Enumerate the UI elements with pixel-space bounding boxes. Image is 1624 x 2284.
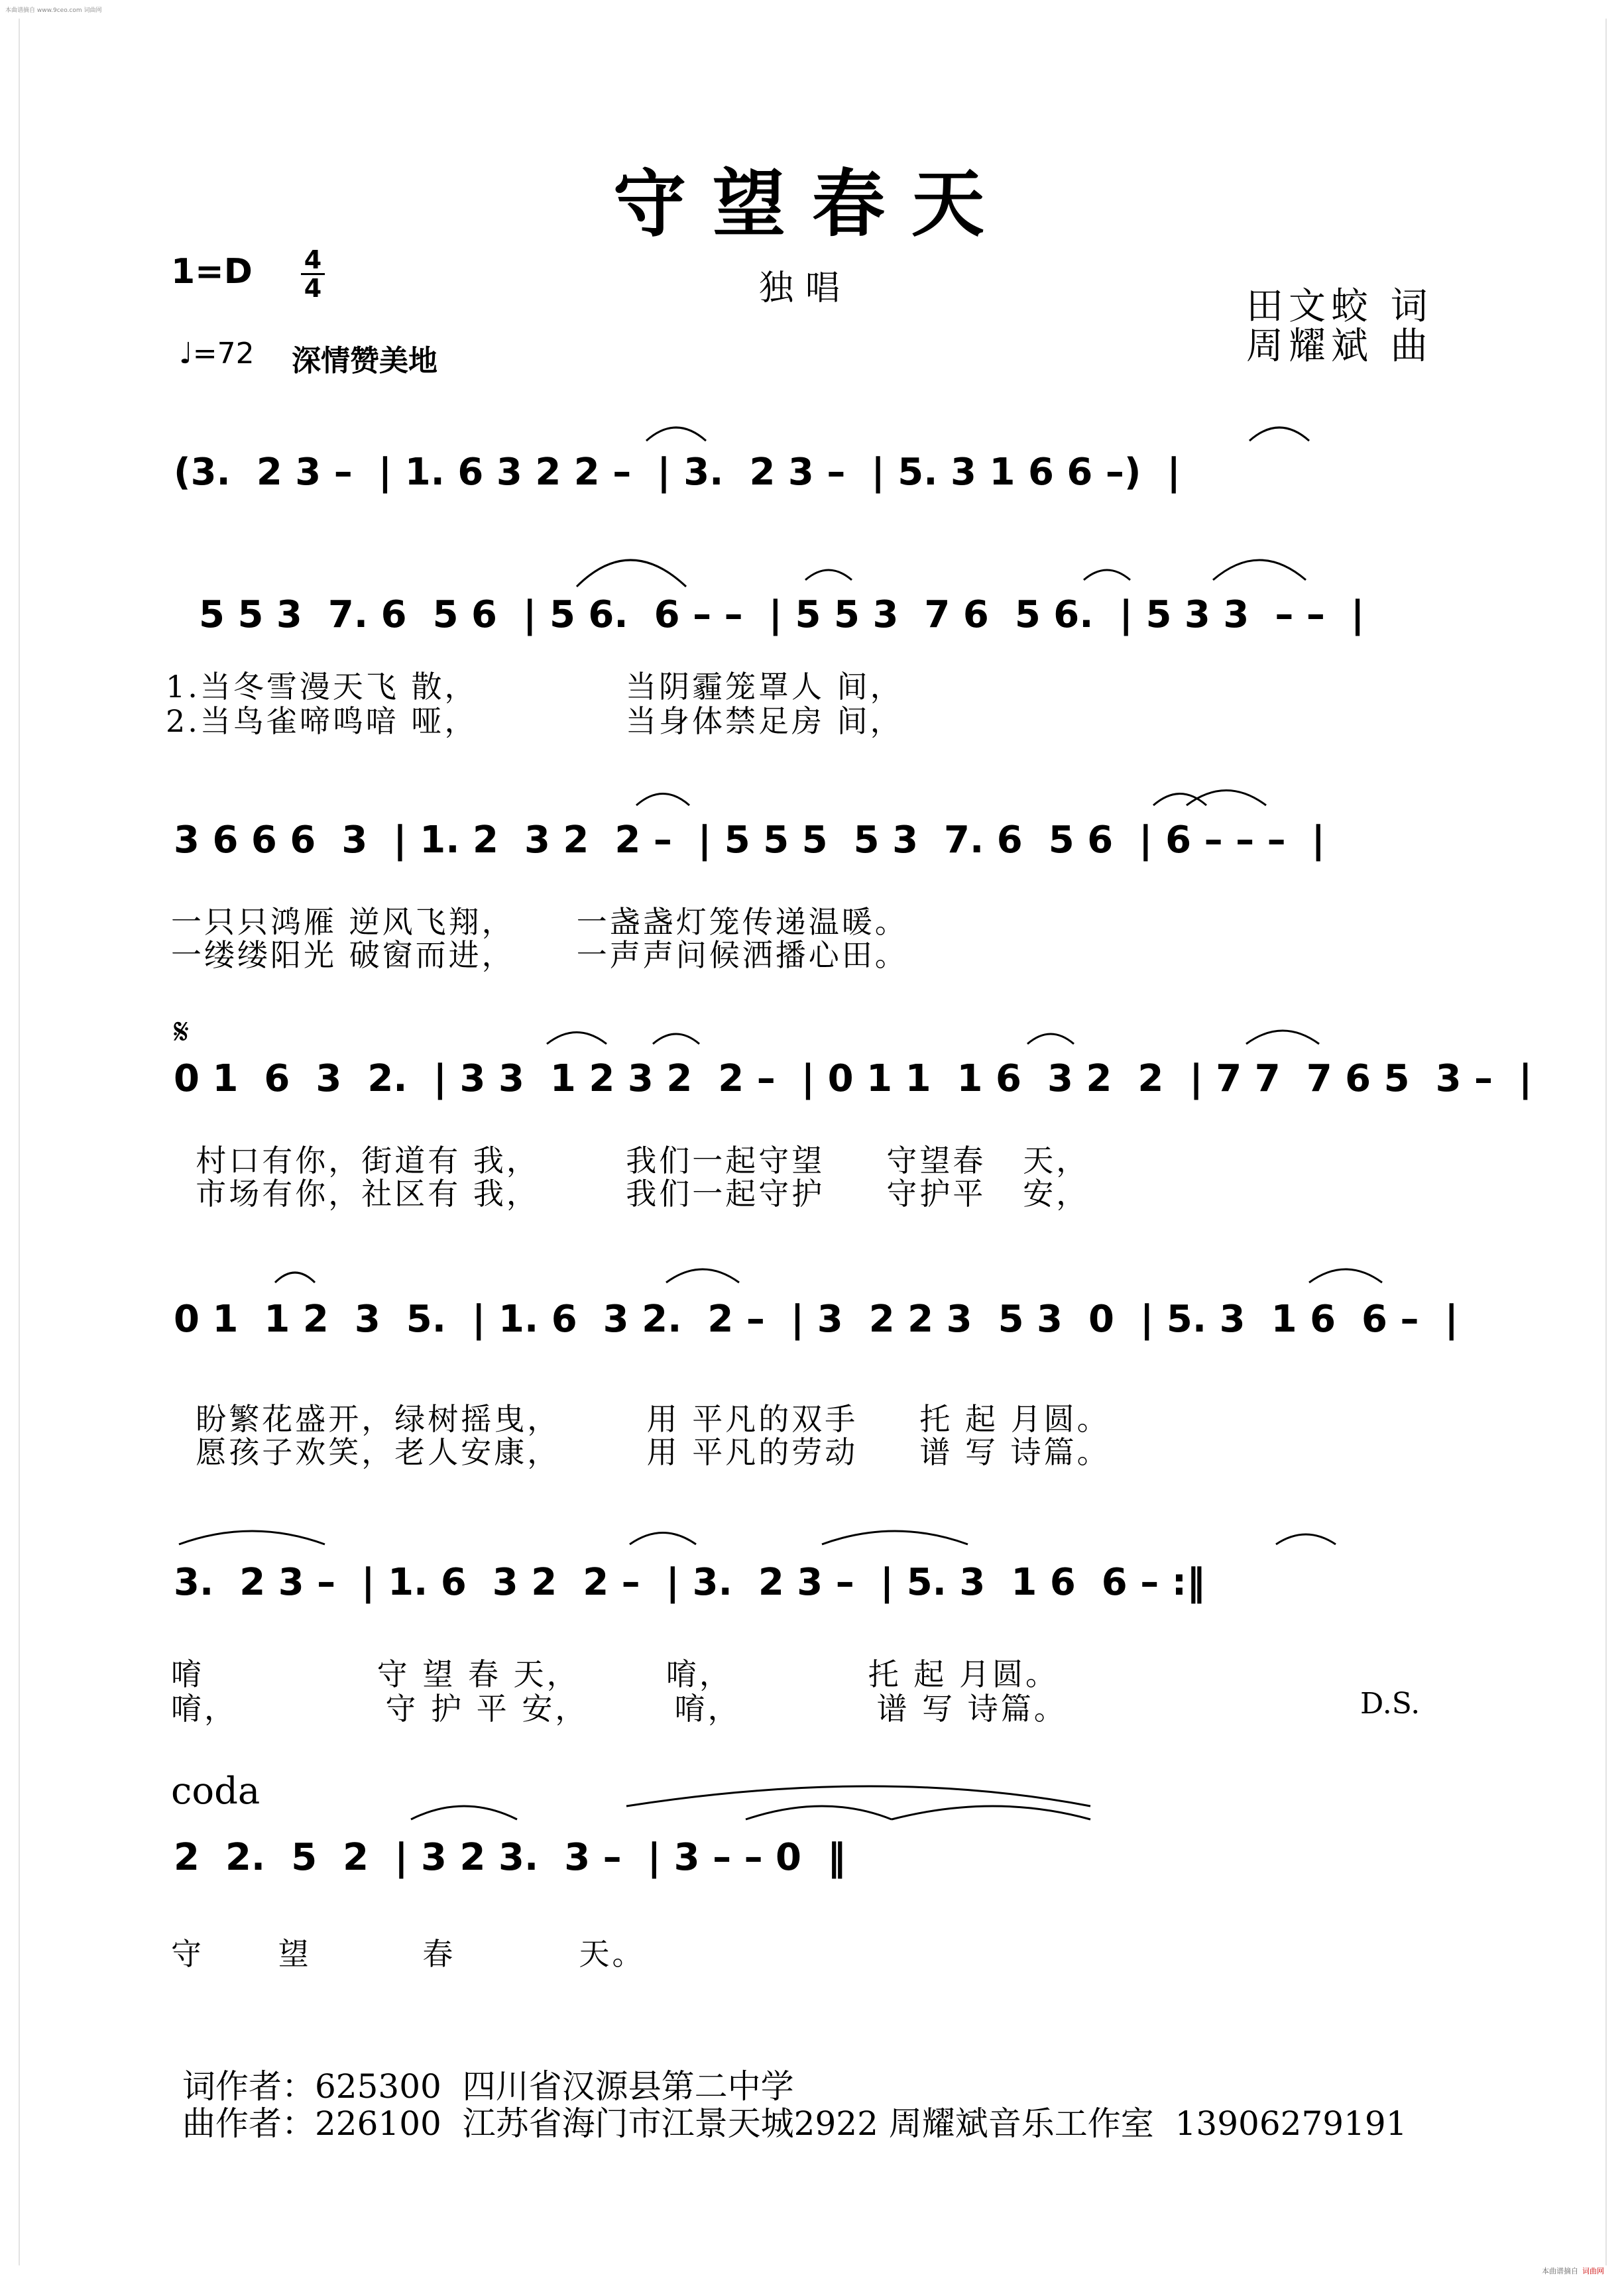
time-signature-top: 4: [304, 245, 322, 274]
system-1-notes: (3. 2 3 – | 1. 6 3 2 2 – | 3. 2 3 – | 5. 3 1 6 6 –) |: [174, 451, 1181, 494]
system-4-lyric-2: 市场有你，社区有 我， 我们一起守护 守护平 安，: [171, 1176, 1090, 1212]
slur-mark: [653, 1034, 699, 1044]
slur-mark: [666, 1269, 739, 1283]
system-5-lyric-2: 愿孩子欢笑，老人安康， 用 平凡的劳动 谱 写 诗篇。: [171, 1434, 1110, 1470]
system-6-lyric-2: 唷， 守 护 平 安， 唷， 谱 写 诗篇。: [171, 1691, 1067, 1727]
system-4-lyric-1: 村口有你，街道有 我， 我们一起守望 守望春 天，: [171, 1143, 1090, 1178]
system-6-notes: 3. 2 3 – | 1. 6 3 2 2 – | 3. 2 3 – | 5. 3 1 6 6 – :‖: [174, 1561, 1206, 1604]
composer-credit: 周耀斌 曲: [1246, 325, 1433, 368]
song-title: 守望春天: [613, 161, 1011, 247]
site-footer-text: 本曲谱摘自: [1542, 2267, 1578, 2275]
slur-mark: [547, 1033, 607, 1045]
dal-segno-marking: D.S.: [1360, 1687, 1421, 1721]
lyricist-credit: 田文蛟 词: [1246, 285, 1433, 328]
system-5-lyric-1: 盼繁花盛开，绿树摇曳， 用 平凡的双手 托 起 月圆。: [171, 1401, 1110, 1437]
site-footer-brand: 词曲网: [1582, 2267, 1604, 2275]
system-7-lyric-1: 守 望 春 天。: [171, 1936, 646, 1972]
system-2-lyric-1: 1.当冬雪漫天飞 散， 当阴霾笼罩人 间，: [166, 669, 903, 705]
expression-marking: 深情赞美地: [292, 344, 437, 378]
system-6-lyric-1: 唷 守 望 春 天， 唷， 托 起 月圆。: [171, 1656, 1059, 1692]
slur-mark: [1309, 1269, 1382, 1283]
slur-mark: [1153, 794, 1206, 806]
segno-sign: 𝄋: [174, 1011, 190, 1053]
slur-mark: [1027, 1034, 1074, 1044]
slur-mark: [1187, 791, 1266, 806]
slur-mark: [1276, 1534, 1336, 1544]
slur-mark: [1246, 1031, 1319, 1044]
system-4-notes: 0 1 6 3 2. | 3 3 1 2 3 2 2 – | 0 1 1 1 6 3 2 2 | 7 7 7 6 5 3 – |: [174, 1057, 1533, 1100]
system-2-lyric-2: 2.当鸟雀啼鸣喑 哑， 当身体禁足房 间，: [166, 703, 903, 739]
footer-composer-address: 曲作者：226100 江苏省海门市江景天城2922 周耀斌音乐工作室 13906279191: [182, 2104, 1407, 2143]
site-header-text: 本曲谱摘自 www.9ceo.com 词曲网: [5, 7, 102, 14]
key-signature: 1=D: [171, 252, 253, 292]
slur-mark: [275, 1273, 315, 1283]
slur-mark: [822, 1531, 968, 1544]
slur-mark: [646, 428, 706, 441]
system-3-notes: 3 6 6 6 3 | 1. 2 3 2 2 – | 5 5 5 5 3 7. 6 5 6 | 6 – – – |: [174, 819, 1326, 862]
slur-mark: [1084, 570, 1130, 580]
slur-mark: [1249, 428, 1309, 441]
tempo-marking: ♩=72: [179, 337, 255, 371]
footer-lyricist-address: 词作者：625300 四川省汉源县第二中学: [182, 2067, 794, 2106]
system-5-notes: 0 1 1 2 3 5. | 1. 6 3 2. 2 – | 3 2 2 3 5 3 0 | 5. 3 1 6 6 – |: [174, 1298, 1458, 1341]
system-3-lyric-1: 一只只鸿雁 逆风飞翔， 一盏盏灯笼传递温暖。: [171, 904, 908, 940]
time-signature-bottom: 4: [304, 274, 322, 303]
slur-mark: [892, 1806, 1090, 1819]
slur-mark: [626, 1786, 1090, 1806]
slur-mark: [179, 1531, 325, 1544]
system-2-notes: 5 5 3 7. 6 5 6 | 5 6. 6 – – | 5 5 3 7 6 5 6. | 5 3 3 – – |: [199, 593, 1365, 636]
slur-mark: [411, 1806, 517, 1819]
performance-type: 独唱: [759, 268, 852, 308]
system-3-lyric-2: 一缕缕阳光 破窗而进， 一声声问候洒播心田。: [171, 937, 908, 973]
slur-mark: [805, 570, 852, 580]
slur-mark: [636, 794, 689, 806]
slur-mark: [630, 1533, 696, 1545]
system-7-notes: 2 2. 5 2 | 3 2 3. 3 – | 3 – – 0 ‖: [174, 1836, 846, 1879]
coda-marking: coda: [171, 1770, 261, 1813]
slur-mark: [577, 560, 686, 587]
slur-mark: [746, 1806, 892, 1819]
slur-mark: [1213, 560, 1306, 580]
